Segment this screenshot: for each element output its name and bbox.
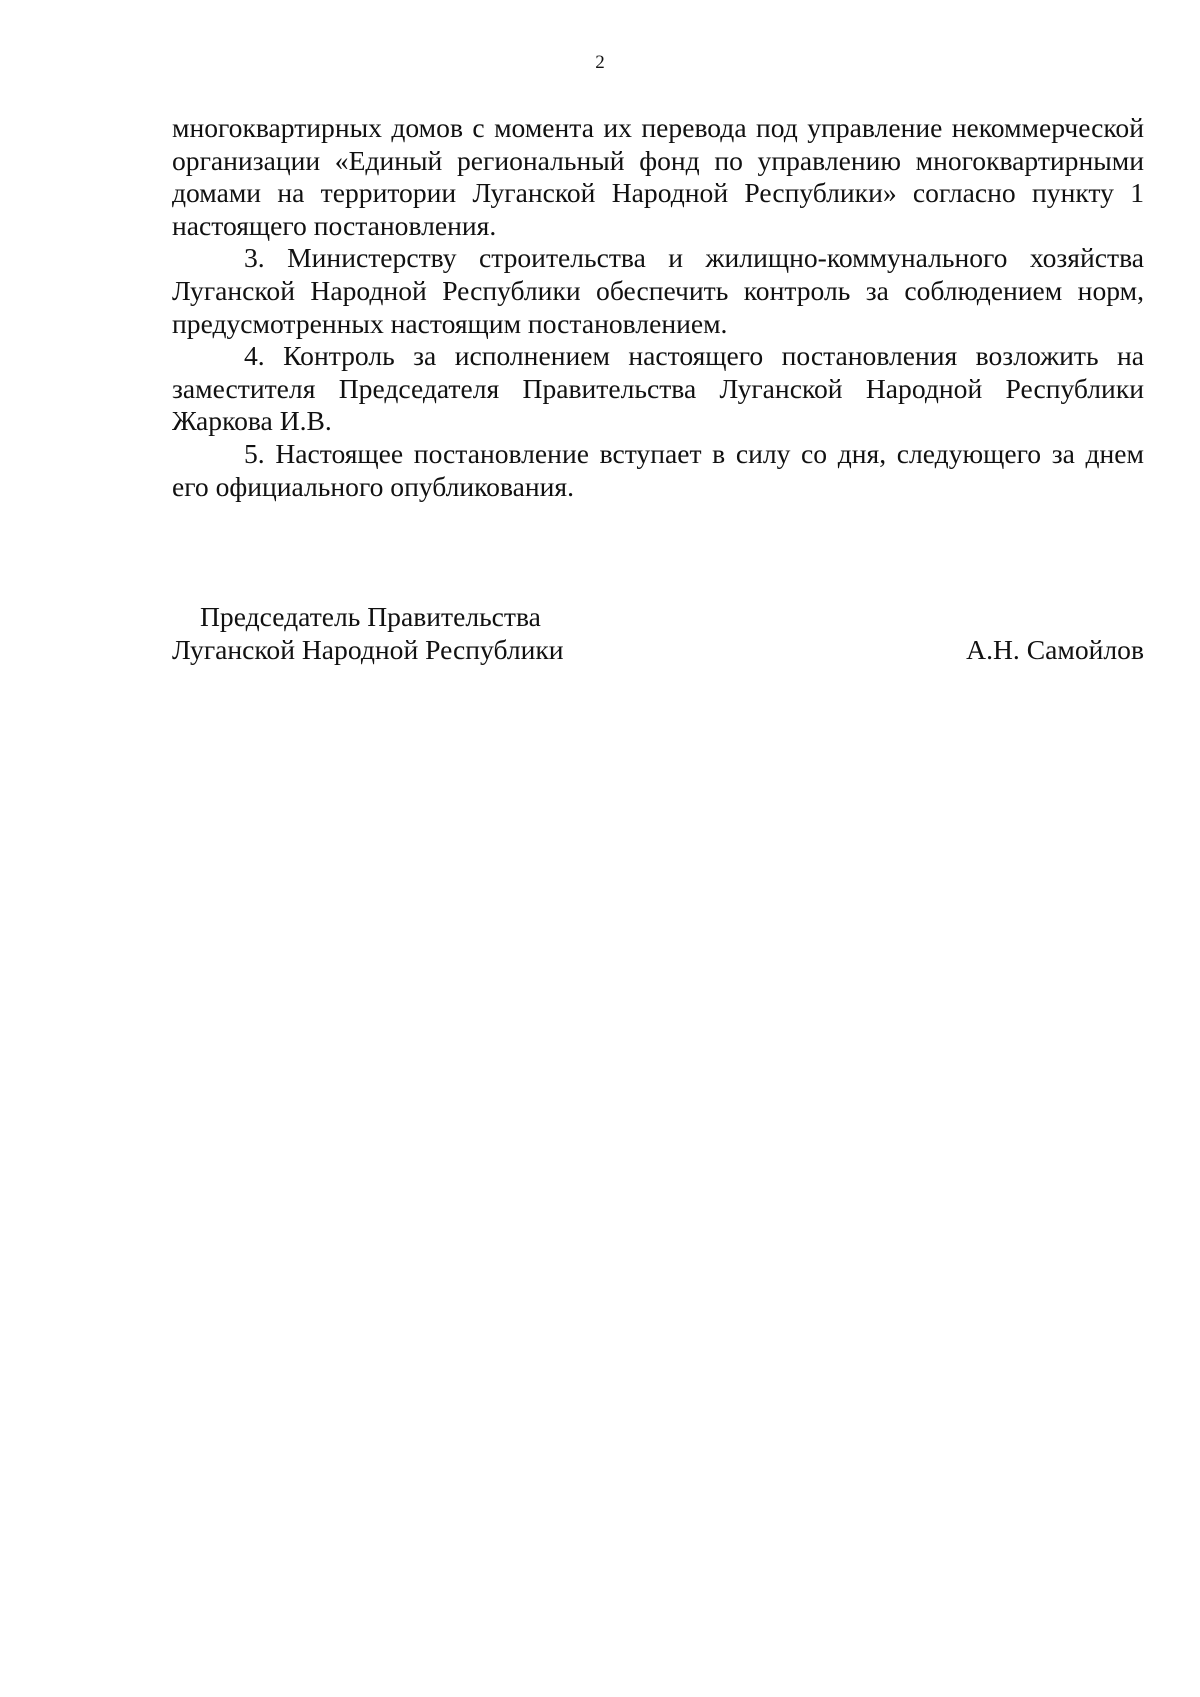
signature-row bbox=[172, 634, 1144, 667]
page-number: 2 bbox=[595, 52, 605, 73]
document-body bbox=[172, 112, 1144, 503]
signatory-position-line1: Председатель Правительства bbox=[200, 601, 541, 632]
paragraph-item-3: 3. Министерству строительства и жилищно-коммунального хозяйства Луганской Народной Республики обеспечить контроль за соблюдением норм, предусмотренных настоящим постановлением. bbox=[172, 242, 1144, 339]
paragraph-continuation: многоквартирных домов с момента их перевода под управление некоммерческой организации «Единый региональный фонд по управлению многоквартирными домами на территории Луганской Народной Республики» согласно пункту 1 настоящего постановления. bbox=[172, 112, 1144, 241]
signature-block bbox=[172, 601, 1144, 666]
paragraph-item-5: 5. Настоящее постановление вступает в силу со дня, следующего за днем его официального опубликования. bbox=[172, 437, 1144, 502]
signatory-position-line2: Луганской Народной Республики bbox=[172, 633, 564, 665]
signatory-name: А.Н. Самойлов bbox=[966, 633, 1144, 665]
paragraph-item-4: 4. Контроль за исполнением настоящего постановления возложить на заместителя Председателя Правительства Луганской Народной Республики Жаркова И.В. bbox=[172, 340, 1144, 437]
